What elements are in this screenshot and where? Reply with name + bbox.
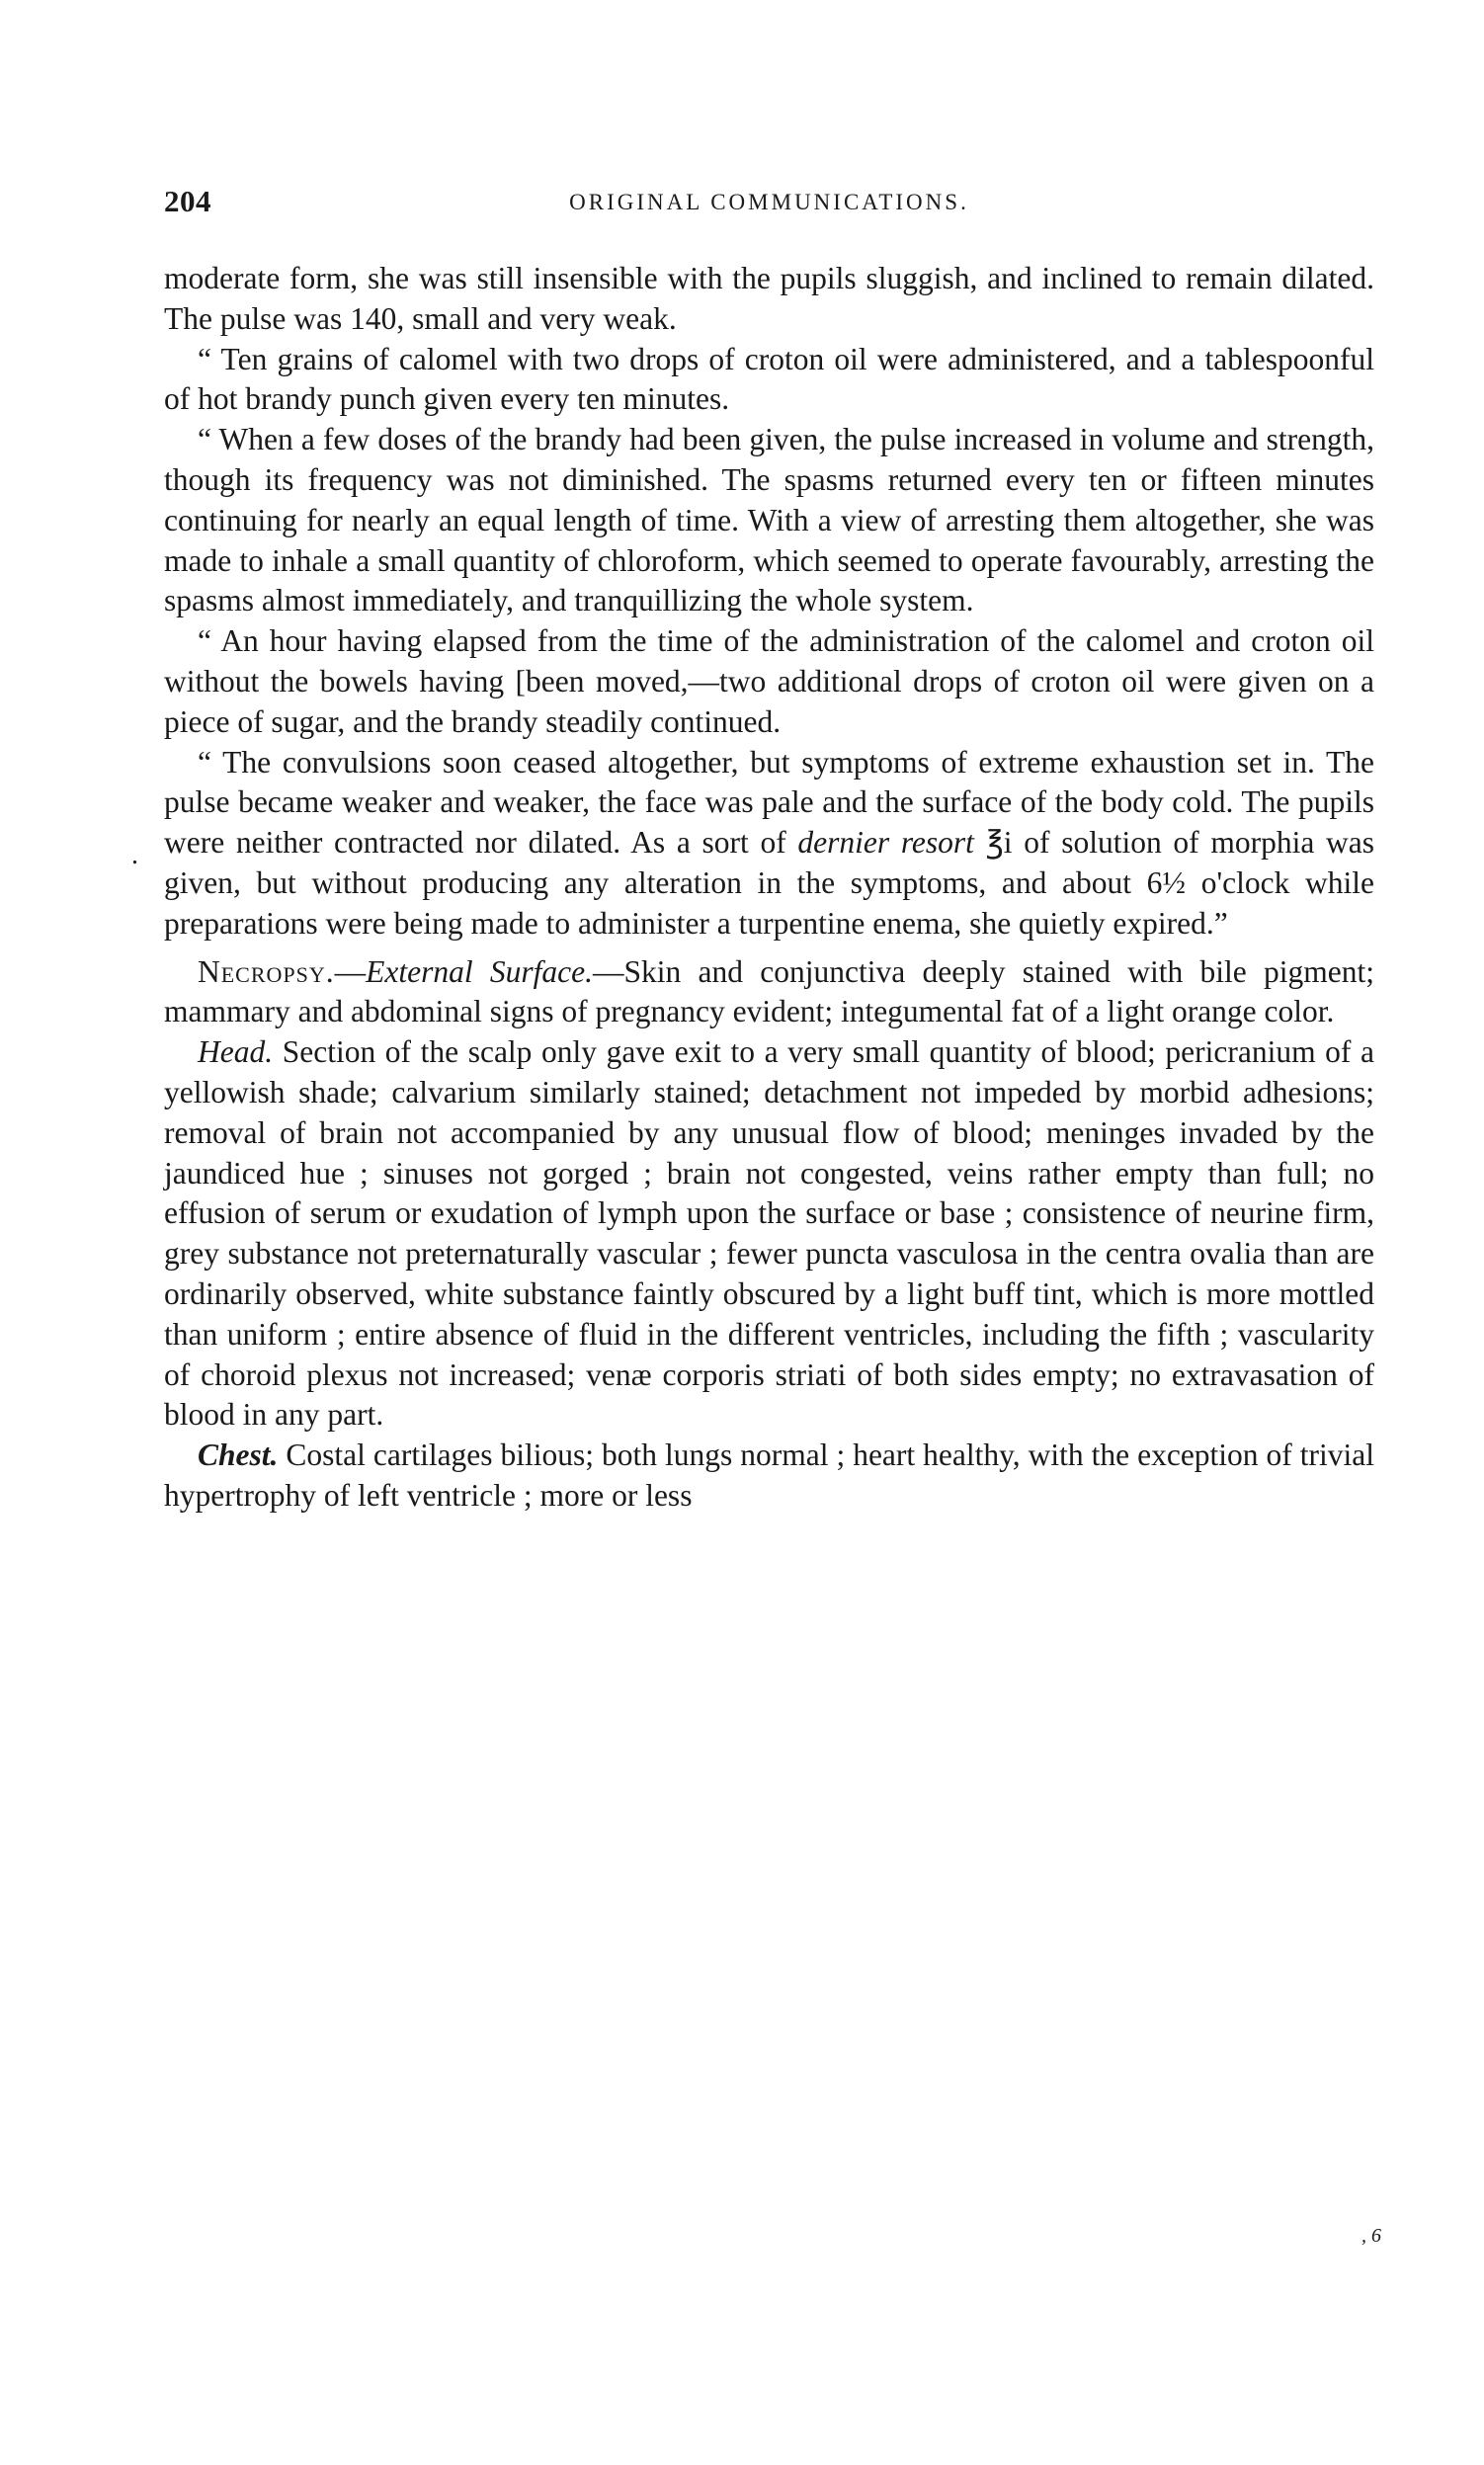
page-header <box>164 184 1374 223</box>
paragraph-convulsions <box>164 743 1374 945</box>
head-heading: Head. <box>198 1034 274 1070</box>
necropsy-dash: — <box>334 953 367 989</box>
paragraph-head <box>164 1032 1374 1436</box>
paragraph-necropsy <box>164 952 1374 1033</box>
paragraph-brandy: “ When a few doses of the brandy had been given, the pulse increased in volume and strength, though its frequency was not diminished. The spasms returned every ten or fifteen minutes continuing for nearly an equal length of time. With a view of arresting them altogether, she was made to inhale a small quantity of chloroform, which seemed to operate favourably, arresting the spasms almost immediately, and tranquillizing the whole system. <box>164 422 1374 618</box>
page-number: 204 <box>164 184 211 218</box>
running-head: ORIGINAL COMMUNICATIONS. <box>569 190 969 214</box>
footer-mark: , 6 <box>1361 2225 1381 2247</box>
external-surface-text: —Skin and conjunctiva deeply stained with bile pigment; mammary and abdominal signs of pregnancy evident; integumental fat of a light orange color. <box>164 953 1374 1029</box>
dernier-resort-phrase: dernier resort <box>797 825 974 861</box>
margin-dot: . <box>131 840 138 870</box>
paragraph-calomel: “ Ten grains of calomel with two drops of croton oil were administered, and a tablespoonful of hot brandy punch given every ten minutes. <box>164 341 1374 417</box>
head-text: Section of the scalp only gave exit to a very small quantity of blood; pericranium of a yellowish shade; calvarium similarly stained; detachment not impeded by morbid adhesions; removal of brain not accompanied by any unusual flow of blood; meninges invaded by the jaundiced hue ; sinuses not gorged ; brain not congested, veins rather empty than full; no effusion of serum or exudation of lymph upon the surface or base ; consistence of neurine firm, grey substance not preternaturally vascular ; fewer puncta vasculosa in the centra ovalia than are ordinarily observed, white substance faintly obscured by a light buff tint, which is more mottled than uniform ; entire absence of fluid in the different ventricles, including the fifth ; vascularity of choroid plexus not increased; venæ corporis striati of both sides empty; no extravasation of blood in any part. <box>164 1034 1374 1433</box>
external-surface-heading: External Surface. <box>366 953 593 989</box>
paragraph-continuation: moderate form, she was still insensible with the pupils sluggish, and inclined to remain dilated. The pulse was 140, small and very weak. <box>164 261 1374 336</box>
paragraph-chest <box>164 1436 1374 1517</box>
body-text <box>164 259 1374 1517</box>
chest-text: Costal cartilages bilious; both lungs normal ; heart healthy, with the exception of trivial hypertrophy of left ventricle ; more or less <box>164 1438 1374 1513</box>
convulsions-text-start: “ The convulsions soon ceased altogether, but symptoms of extreme exhaustion set in. The pulse became weaker and weaker, the face was pale and the surface of the body cold. The pupils were neither contracted nor dilated. As a sort of <box>164 744 1374 861</box>
necropsy-label: Necropsy. <box>198 953 335 989</box>
chest-heading: Chest. <box>198 1438 279 1473</box>
convulsions-text-end: ℥i of solution of morphia was given, but without producing any alteration in the symptoms, and about 6½ o'clock while preparations were being made to administer a turpentine enema, she quietly expired.” <box>164 825 1374 941</box>
paragraph-hour-elapsed: “ An hour having elapsed from the time of the administration of the calomel and croton oil without the bowels having [been moved,—two additional drops of croton oil were given on a piece of sugar, and the brandy steadily continued. <box>164 623 1374 739</box>
